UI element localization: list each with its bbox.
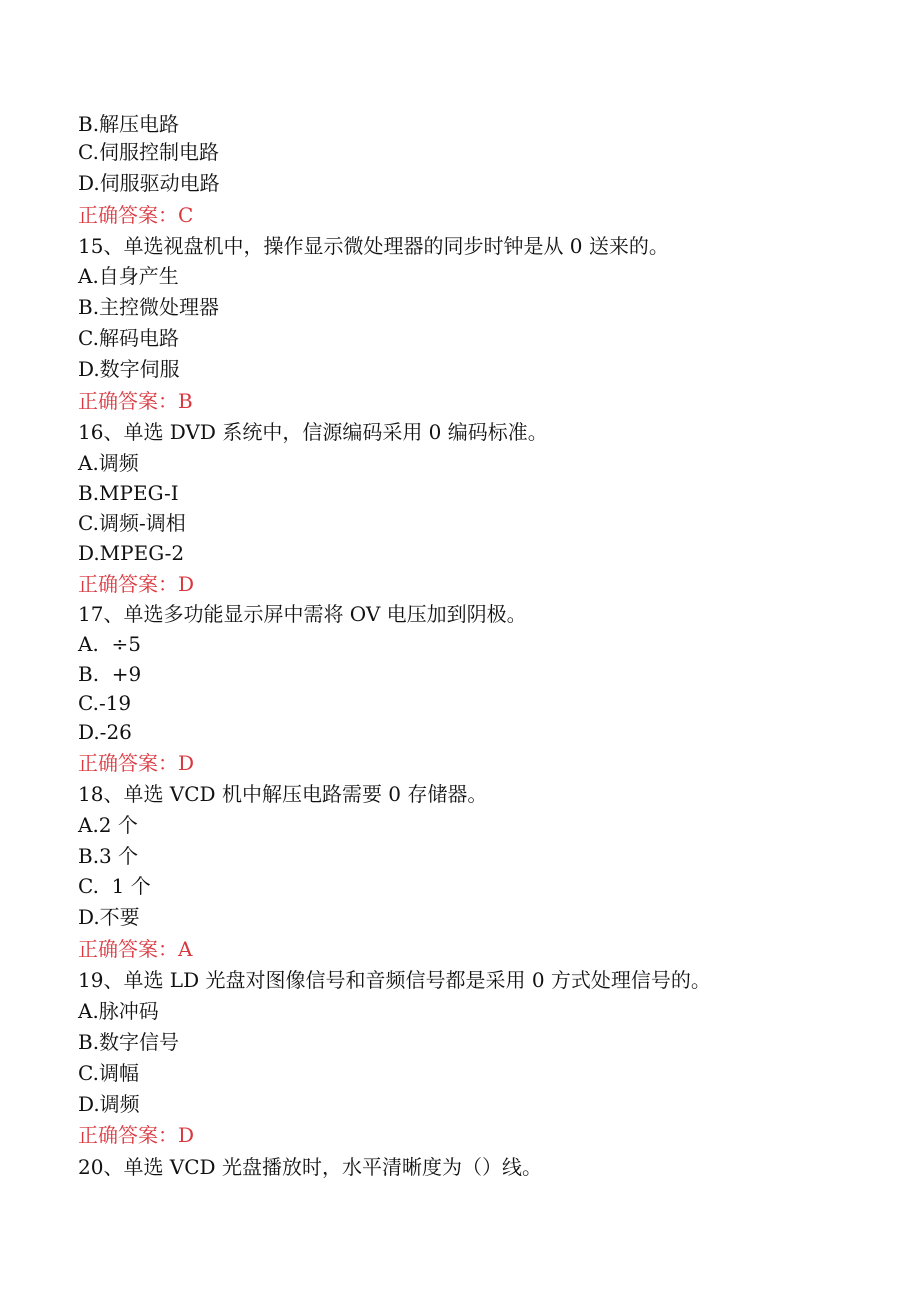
question-line: 19、单选 LD 光盘对图像信号和音频信号都是采用 0 方式处理信号的。: [78, 968, 711, 992]
option-line: B.数字信号: [78, 1030, 180, 1054]
option-line: C.调幅: [78, 1061, 139, 1085]
option-line: A. ÷5: [78, 632, 141, 656]
option-line: D.伺服驱动电路: [78, 171, 220, 195]
option-line: D.-26: [78, 720, 132, 744]
question-line: 15、单选视盘机中，操作显示微处理器的同步时钟是从 0 送来的。: [78, 234, 669, 258]
answer-line: 正确答案：D: [78, 572, 195, 596]
answer-line: 正确答案：C: [78, 203, 194, 227]
option-line: D.不要: [78, 905, 140, 929]
option-line: A.脉冲码: [78, 999, 159, 1023]
option-line: A.调频: [78, 451, 139, 475]
option-line: C.-19: [78, 691, 132, 715]
option-line: D.MPEG-2: [78, 541, 185, 565]
option-line: D.调频: [78, 1092, 140, 1116]
answer-line: 正确答案：D: [78, 1123, 195, 1147]
question-line: 18、单选 VCD 机中解压电路需要 0 存储器。: [78, 782, 488, 806]
option-line: B.解压电路: [78, 112, 180, 136]
option-line: C. 1 个: [78, 874, 151, 898]
option-line: C.调频-调相: [78, 511, 186, 535]
answer-line: 正确答案：A: [78, 937, 193, 961]
answer-line: 正确答案：B: [78, 389, 193, 413]
option-line: A.自身产生: [78, 264, 179, 288]
option-line: B.主控微处理器: [78, 295, 220, 319]
question-line: 20、单选 VCD 光盘播放时，水平清晰度为（）线。: [78, 1155, 542, 1179]
option-line: C.解码电路: [78, 326, 179, 350]
option-line: A.2 个: [78, 813, 138, 837]
option-line: B.3 个: [78, 844, 139, 868]
option-line: D.数字伺服: [78, 357, 180, 381]
option-line: B. +9: [78, 662, 142, 686]
option-line: B.MPEG-I: [78, 481, 179, 505]
question-line: 17、单选多功能显示屏中需将 OV 电压加到阴极。: [78, 602, 527, 626]
answer-line: 正确答案：D: [78, 751, 195, 775]
option-line: C.伺服控制电路: [78, 140, 219, 164]
question-line: 16、单选 DVD 系统中，信源编码采用 0 编码标准。: [78, 420, 548, 444]
